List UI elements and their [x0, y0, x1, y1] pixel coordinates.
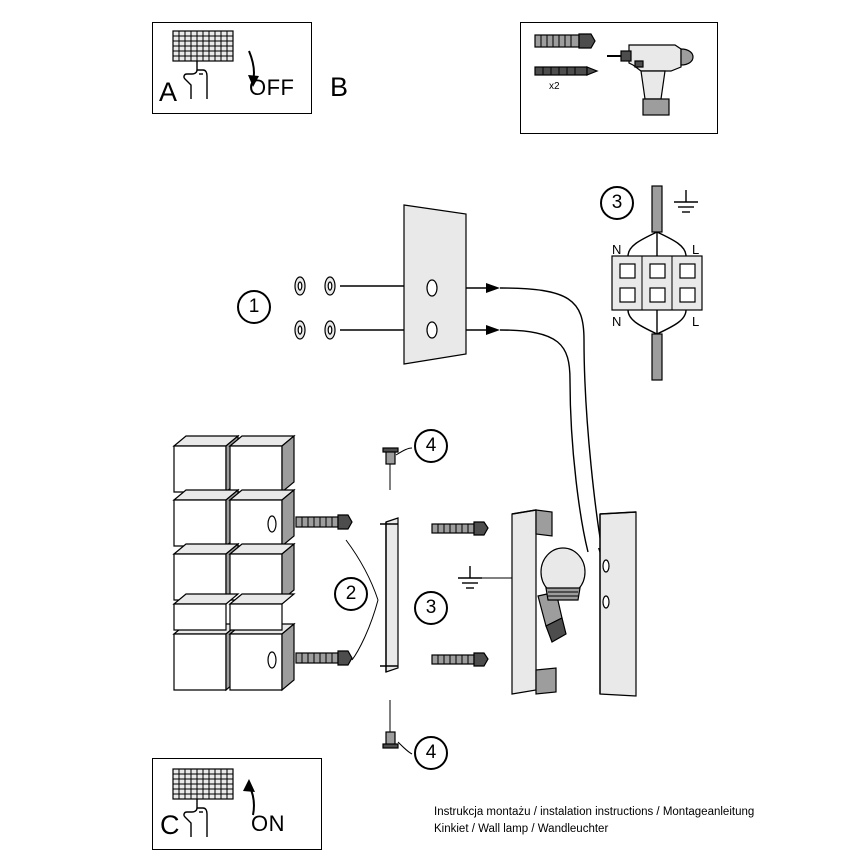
- bracket-screw-lower: [432, 653, 488, 666]
- hand-icon: [184, 799, 207, 837]
- step-number-2: 2: [334, 577, 368, 611]
- wall-screw-upper: [296, 515, 352, 529]
- back-plate: [404, 205, 500, 364]
- footer-line-1: Instrukcja montażu / instalation instructions / Montageanleitung: [434, 806, 755, 818]
- footer-caption: [434, 804, 854, 839]
- terminal-label-l-bottom: L: [692, 314, 700, 329]
- terminal-label-n-top: N: [612, 242, 622, 257]
- earth-ground-icon: [674, 190, 698, 212]
- switch-plate-icon: [173, 769, 233, 799]
- section-b-letter: B: [330, 72, 349, 102]
- brick-wall: [174, 436, 294, 690]
- step-number-1: 1: [237, 290, 271, 324]
- fixing-screw-top: [383, 448, 398, 490]
- lamp-body: [512, 510, 636, 696]
- panel-c-state-label: ON: [251, 811, 285, 836]
- fixing-screw-bottom: [383, 700, 398, 748]
- step-number-4: 4: [414, 429, 448, 463]
- terminal-label-l-top: L: [692, 242, 700, 257]
- washers-and-screws-group: [295, 277, 404, 339]
- quantity-label: x2: [549, 81, 560, 92]
- panel-c-letter: C: [160, 810, 180, 840]
- step-number-4b: 4: [414, 736, 448, 770]
- earth-ground-icon-lower: [458, 566, 512, 588]
- step-number-3b: 3: [414, 591, 448, 625]
- up-arrow-icon: [243, 779, 255, 815]
- bracket-screw-upper: [432, 522, 488, 535]
- panel-a-state-label: OFF: [249, 75, 295, 100]
- terminal-label-n-bottom: N: [612, 314, 622, 329]
- wall-screw-lower: [296, 651, 352, 665]
- panel-a-letter: A: [159, 77, 178, 107]
- step-number-3: 3: [600, 186, 634, 220]
- footer-line-2: Kinkiet / Wall lamp / Wandleuchter: [434, 823, 609, 836]
